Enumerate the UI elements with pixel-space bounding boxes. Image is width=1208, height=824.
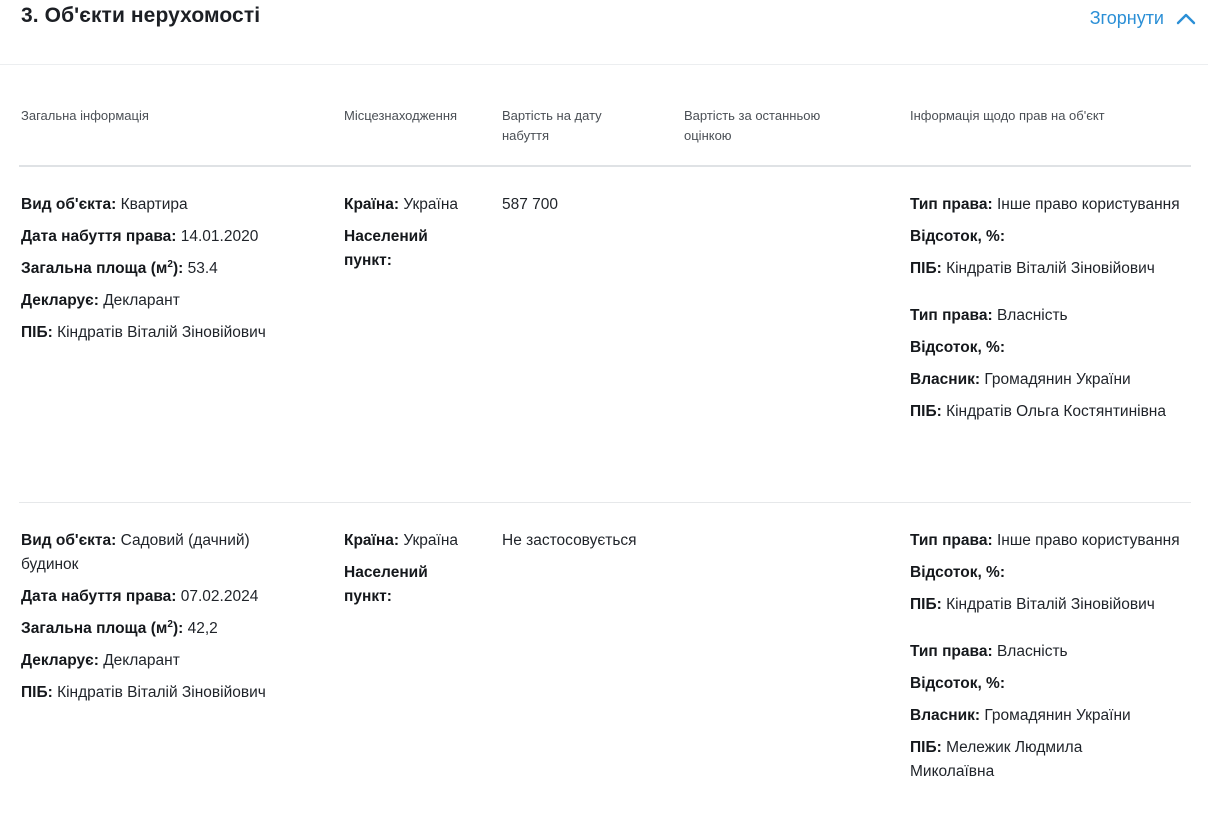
label-full-name: ПІБ: bbox=[910, 403, 942, 420]
row-2-location bbox=[344, 529, 474, 617]
collapse-label: Згорнути bbox=[1089, 8, 1164, 28]
area-value: 53.4 bbox=[187, 260, 218, 277]
collapse-button[interactable] bbox=[1090, 8, 1196, 29]
label-object-type: Вид об'єкта: bbox=[21, 196, 117, 213]
object-type-value: Садовий (дачний) будинок bbox=[21, 532, 250, 573]
row-1-general bbox=[21, 193, 321, 353]
label-declares: Декларує: bbox=[21, 652, 99, 669]
label-country: Країна: bbox=[344, 196, 400, 213]
right-type-value: Власність bbox=[996, 307, 1068, 324]
full-name-value: Кіндратів Віталій Зіновійович bbox=[946, 260, 1155, 277]
label-right-type: Тип права: bbox=[910, 196, 993, 213]
area-value: 42,2 bbox=[187, 620, 218, 637]
date-acquired-value: 07.02.2024 bbox=[180, 588, 259, 605]
date-acquired-value: 14.01.2020 bbox=[180, 228, 259, 245]
label-country: Країна: bbox=[344, 532, 400, 549]
full-name-value: Мележик Людмила Миколаївна bbox=[910, 739, 1083, 780]
row-2-general bbox=[21, 529, 291, 713]
label-declares: Декларує: bbox=[21, 292, 99, 309]
row-1-cost-acquired: 587 700 bbox=[502, 196, 559, 213]
declares-value: Декларант bbox=[103, 652, 180, 669]
row-2-cost-acquired: Не застосовується bbox=[502, 532, 637, 549]
row-2-rights bbox=[910, 529, 1200, 792]
label-area: Загальна площа $(м^2)$: bbox=[21, 618, 184, 637]
owner-value: Громадянин України bbox=[984, 371, 1131, 388]
label-area: Загальна площа $(м^2)$: bbox=[21, 258, 184, 277]
right-type-value: Інше право користування bbox=[996, 532, 1180, 549]
label-date-acquired: Дата набуття права: bbox=[21, 588, 177, 605]
label-percent: Відсоток, %: bbox=[910, 564, 1006, 581]
owner-value: Громадянин України bbox=[984, 707, 1131, 724]
label-right-type: Тип права: bbox=[910, 307, 993, 324]
full-name-value: Кіндратів Віталій Зіновійович bbox=[946, 596, 1155, 613]
label-right-type: Тип права: bbox=[910, 643, 993, 660]
label-full-name: ПІБ: bbox=[21, 684, 53, 701]
label-full-name: ПІБ: bbox=[910, 739, 942, 756]
full-name-value: Кіндратів Віталій Зіновійович bbox=[57, 324, 266, 341]
column-header-location: Місцезнаходження bbox=[344, 108, 458, 123]
label-full-name: ПІБ: bbox=[910, 260, 942, 277]
header-divider bbox=[19, 165, 1191, 167]
label-percent: Відсоток, %: bbox=[910, 675, 1006, 692]
column-header-cost-acquired: Вартість на дату набуття bbox=[502, 108, 602, 143]
label-owner: Власник: bbox=[910, 707, 981, 724]
right-type-value: Власність bbox=[996, 643, 1068, 660]
row-divider bbox=[19, 502, 1191, 503]
column-header-general: Загальна інформація bbox=[21, 108, 149, 123]
label-settlement: Населений пункт: bbox=[344, 564, 428, 605]
label-full-name: ПІБ: bbox=[910, 596, 942, 613]
label-date-acquired: Дата набуття права: bbox=[21, 228, 177, 245]
label-percent: Відсоток, %: bbox=[910, 339, 1006, 356]
label-full-name: ПІБ: bbox=[21, 324, 53, 341]
row-1-location bbox=[344, 193, 474, 281]
chevron-up-icon bbox=[1176, 12, 1196, 25]
label-owner: Власник: bbox=[910, 371, 981, 388]
full-name-value: Кіндратів Віталій Зіновійович bbox=[57, 684, 266, 701]
section-header bbox=[0, 0, 1208, 65]
label-right-type: Тип права: bbox=[910, 532, 993, 549]
right-type-value: Інше право користування bbox=[996, 196, 1180, 213]
label-percent: Відсоток, %: bbox=[910, 228, 1006, 245]
label-object-type: Вид об'єкта: bbox=[21, 532, 117, 549]
column-header-cost-last: Вартість за останньою оцінкою bbox=[684, 108, 821, 143]
label-settlement: Населений пункт: bbox=[344, 228, 428, 269]
column-header-rights: Інформація щодо прав на об'єкт bbox=[910, 108, 1105, 123]
full-name-value: Кіндратів Ольга Костянтинівна bbox=[946, 403, 1166, 420]
section-title: 3. Об'єкти нерухомості bbox=[21, 4, 261, 27]
country-value: Україна bbox=[403, 532, 459, 549]
declares-value: Декларант bbox=[103, 292, 180, 309]
country-value: Україна bbox=[403, 196, 459, 213]
row-1-rights bbox=[910, 193, 1200, 432]
object-type-value: Квартира bbox=[120, 196, 188, 213]
